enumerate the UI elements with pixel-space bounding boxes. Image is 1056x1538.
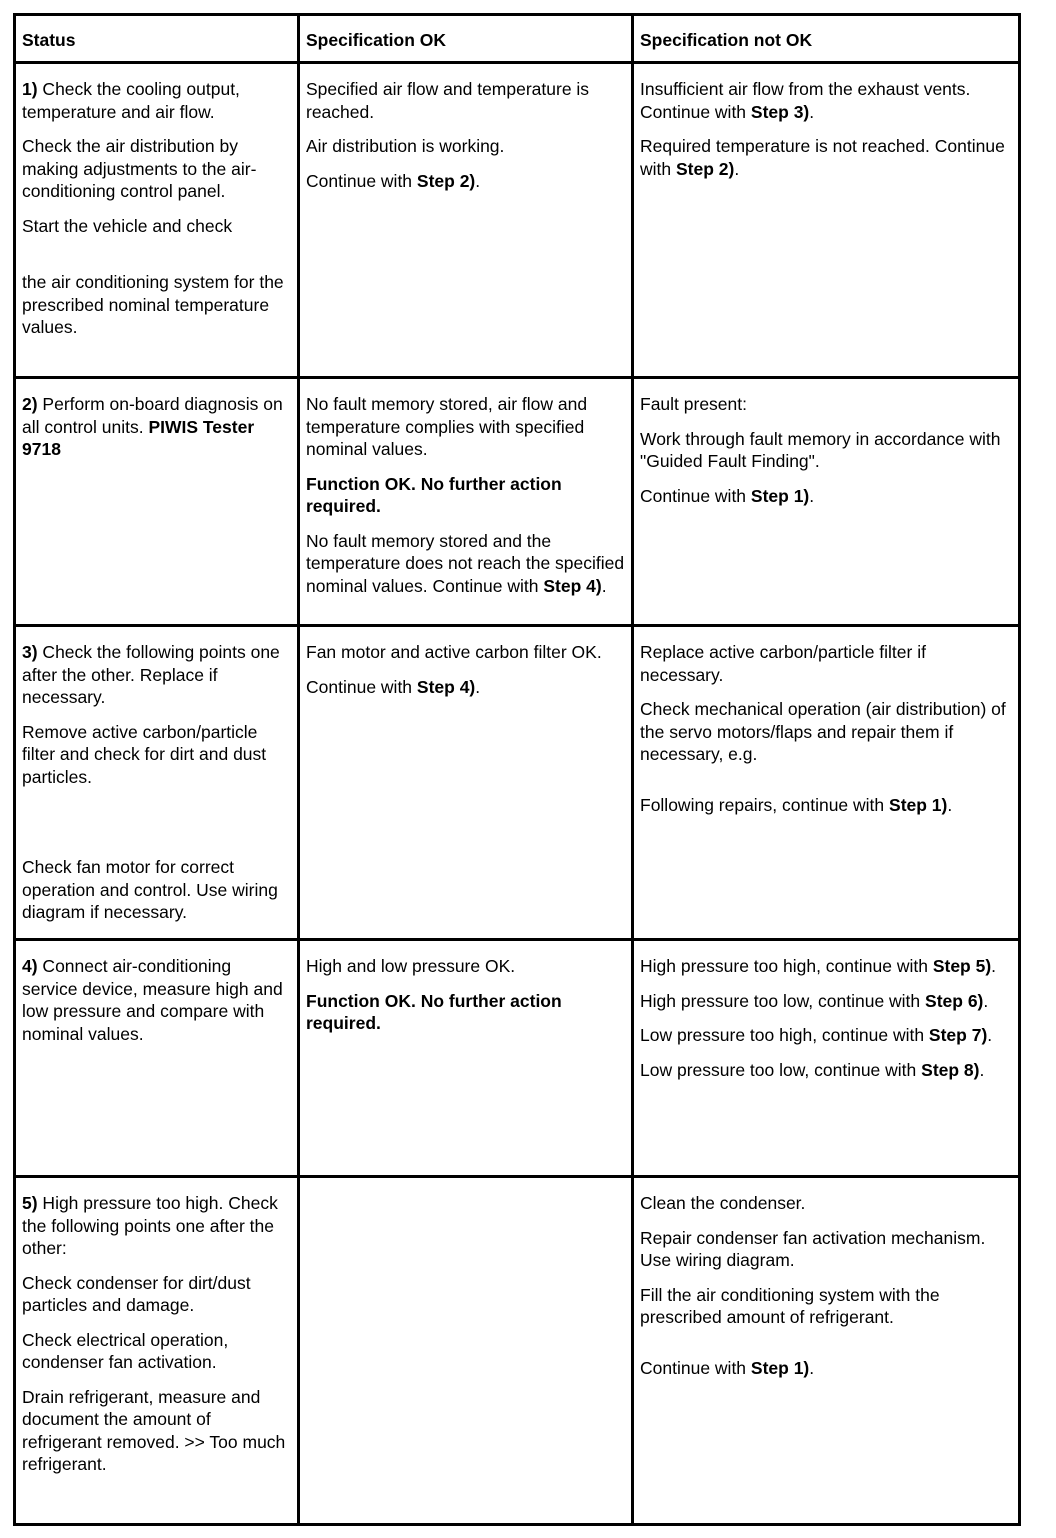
cell-paragraph — [306, 473, 625, 518]
bold-text: 3) — [22, 642, 38, 662]
text: Continue with — [640, 485, 751, 506]
text: . — [809, 485, 815, 506]
bold-text: Step 4) — [543, 575, 602, 596]
cell-paragraph — [22, 393, 291, 461]
text: Perform on-board diagnosis on all control units. — [22, 394, 283, 437]
bold-text: 5) — [22, 1193, 38, 1213]
text: Required temperature is not reached. Continue with — [640, 136, 1005, 179]
cell-paragraph — [640, 698, 1012, 766]
cell-paragraph — [640, 794, 1012, 817]
text: Check condenser for dirt/dust particles and damage. — [22, 1272, 251, 1315]
cell-paragraph — [306, 393, 625, 461]
header-row — [15, 15, 1020, 63]
text: High pressure too high. Check the following points one after the other: — [22, 1193, 278, 1258]
table-row-step-1 — [15, 63, 1020, 378]
status-cell — [15, 940, 299, 1177]
bold-text: Step 2) — [416, 170, 476, 191]
cell-paragraph — [640, 135, 1012, 180]
spec-ok-cell — [299, 63, 633, 378]
bold-text: 2) — [22, 394, 38, 414]
bold-text: Step 7) — [928, 1025, 988, 1045]
text: the air conditioning system for the prescribed nominal temperature values. — [22, 272, 284, 337]
text: Connect air-conditioning service device, measure high and low pressure and compare with nominal values. — [22, 956, 283, 1044]
spec-not-ok-cell — [633, 940, 1020, 1177]
cell-paragraph — [306, 135, 625, 158]
text: Check the air distribution by making adjustments to the air-conditioning control panel. — [22, 136, 257, 201]
bold-text: Step 3) — [750, 101, 810, 122]
spec-ok-cell — [299, 1177, 633, 1525]
text: Check electrical operation, condenser fan activation. — [22, 1329, 229, 1372]
cell-paragraph — [640, 1284, 1012, 1329]
cell-paragraph — [640, 1227, 1012, 1272]
bold-text: Step 1) — [750, 1357, 810, 1378]
text: Repair condenser fan activation mechanism. Use wiring diagram. — [640, 1227, 986, 1270]
text: High pressure too low, continue with — [640, 990, 926, 1011]
cell-paragraph — [22, 1192, 291, 1260]
text: No fault memory stored and the temperature does not reach the specified nominal values. Continue with — [306, 530, 625, 596]
bold-text: 1) — [22, 79, 38, 99]
text: High pressure too high, continue with — [640, 956, 933, 976]
text: Start the vehicle and check — [22, 215, 233, 236]
table-row-step-5 — [15, 1177, 1020, 1525]
spec-ok-cell — [299, 378, 633, 626]
text: Fan motor and active carbon filter OK. — [306, 642, 602, 662]
text: Fill the air conditioning system with the prescribed amount of refrigerant. — [640, 1284, 940, 1327]
cell-paragraph — [306, 530, 625, 598]
cell-paragraph — [640, 78, 1012, 123]
bold-text: Step 1) — [889, 794, 948, 815]
bold-text: PIWIS Tester 9718 — [22, 416, 255, 459]
spec-ok-cell — [299, 626, 633, 940]
cell-paragraph — [306, 955, 625, 978]
cell-paragraph — [306, 641, 625, 664]
text: . — [947, 794, 953, 815]
cell-paragraph — [640, 990, 1012, 1013]
table-row-step-4 — [15, 940, 1020, 1177]
text: . — [475, 170, 481, 191]
text: . — [809, 101, 815, 122]
text: Air distribution is working. — [306, 136, 505, 156]
spec-not-ok-cell — [633, 378, 1020, 626]
header-specification-ok: Specification OK — [299, 15, 633, 63]
cell-paragraph — [640, 1024, 1012, 1047]
cell-paragraph — [306, 78, 625, 123]
text: Drain refrigerant, measure and document the amount of refrigerant removed. >> Too much refrigerant. — [22, 1386, 286, 1474]
text: . — [979, 1059, 985, 1080]
text: Following repairs, continue with — [640, 794, 890, 815]
cell-paragraph — [22, 641, 291, 709]
text: Fault present: — [640, 394, 747, 414]
cell-paragraph — [306, 170, 625, 193]
cell-paragraph — [22, 856, 291, 924]
cell-paragraph — [306, 990, 625, 1035]
text: Specified air flow and temperature is reached. — [306, 79, 590, 122]
cell-paragraph — [22, 215, 291, 238]
text: Work through fault memory in accordance with "Guided Fault Finding". — [640, 428, 1001, 471]
cell-paragraph — [640, 393, 1012, 416]
text: High and low pressure OK. — [306, 956, 516, 976]
cell-paragraph — [22, 135, 291, 203]
table-row-step-2 — [15, 378, 1020, 626]
cell-paragraph — [22, 1329, 291, 1374]
text: . — [475, 676, 481, 697]
table-row-step-3 — [15, 626, 1020, 940]
cell-paragraph — [640, 485, 1012, 508]
cell-paragraph — [22, 78, 291, 123]
bold-text: Step 2) — [675, 158, 735, 179]
status-cell — [15, 1177, 299, 1525]
cell-paragraph — [22, 1386, 291, 1476]
text: Remove active carbon/particle filter and check for dirt and dust particles. — [22, 721, 267, 787]
text: Continue with — [306, 676, 417, 697]
text: . — [809, 1357, 815, 1378]
bold-text: Step 5) — [932, 956, 992, 976]
cell-paragraph — [640, 1059, 1012, 1082]
text: Check the cooling output, temperature and air flow. — [22, 79, 240, 122]
text: Continue with — [640, 1357, 751, 1378]
spec-ok-cell — [299, 940, 633, 1177]
bold-text: Function OK. No further action required. — [306, 473, 562, 516]
text: No fault memory stored, air flow and temperature complies with specified nominal values. — [306, 394, 588, 459]
text: Check mechanical operation (air distribution) of the servo motors/flaps and repair them if necessary, e.g. — [640, 699, 1006, 764]
cell-paragraph — [640, 1192, 1012, 1215]
text: . — [983, 990, 989, 1011]
cell-paragraph — [22, 1272, 291, 1317]
status-cell — [15, 378, 299, 626]
text: Clean the condenser. — [640, 1193, 806, 1213]
cell-paragraph — [22, 955, 291, 1045]
status-cell — [15, 626, 299, 940]
text: . — [991, 956, 997, 976]
cell-paragraph — [640, 1357, 1012, 1380]
text: Check fan motor for correct operation and control. Use wiring diagram if necessary. — [22, 857, 278, 922]
cell-paragraph — [22, 721, 291, 789]
cell-paragraph — [306, 676, 625, 699]
cell-paragraph — [640, 955, 1012, 978]
cell-paragraph — [640, 641, 1012, 686]
text: Low pressure too low, continue with — [640, 1059, 922, 1080]
header-specification-not-ok: Specification not OK — [633, 15, 1020, 63]
bold-text: Step 8) — [921, 1059, 980, 1080]
bold-text: Function OK. No further action required. — [306, 990, 562, 1033]
spec-not-ok-cell — [633, 63, 1020, 378]
text: Continue with — [306, 170, 417, 191]
text: Insufficient air flow from the exhaust vents. Continue with — [640, 79, 971, 122]
text: Low pressure too high, continue with — [640, 1025, 929, 1045]
text: Replace active carbon/particle filter if necessary. — [640, 642, 926, 685]
status-cell — [15, 63, 299, 378]
bold-text: Step 1) — [750, 485, 810, 506]
text: . — [734, 158, 740, 179]
spec-not-ok-cell — [633, 1177, 1020, 1525]
bold-text: Step 6) — [925, 990, 984, 1011]
text: . — [987, 1025, 993, 1045]
header-status: Status — [15, 15, 299, 63]
bold-text: Step 4) — [416, 676, 476, 697]
text: Check the following points one after the other. Replace if necessary. — [22, 642, 280, 707]
bold-text: 4) — [22, 956, 38, 976]
spec-not-ok-cell — [633, 626, 1020, 940]
diagnosis-table — [13, 13, 1021, 1526]
text: . — [601, 575, 607, 596]
cell-paragraph — [640, 428, 1012, 473]
cell-paragraph — [22, 271, 291, 339]
